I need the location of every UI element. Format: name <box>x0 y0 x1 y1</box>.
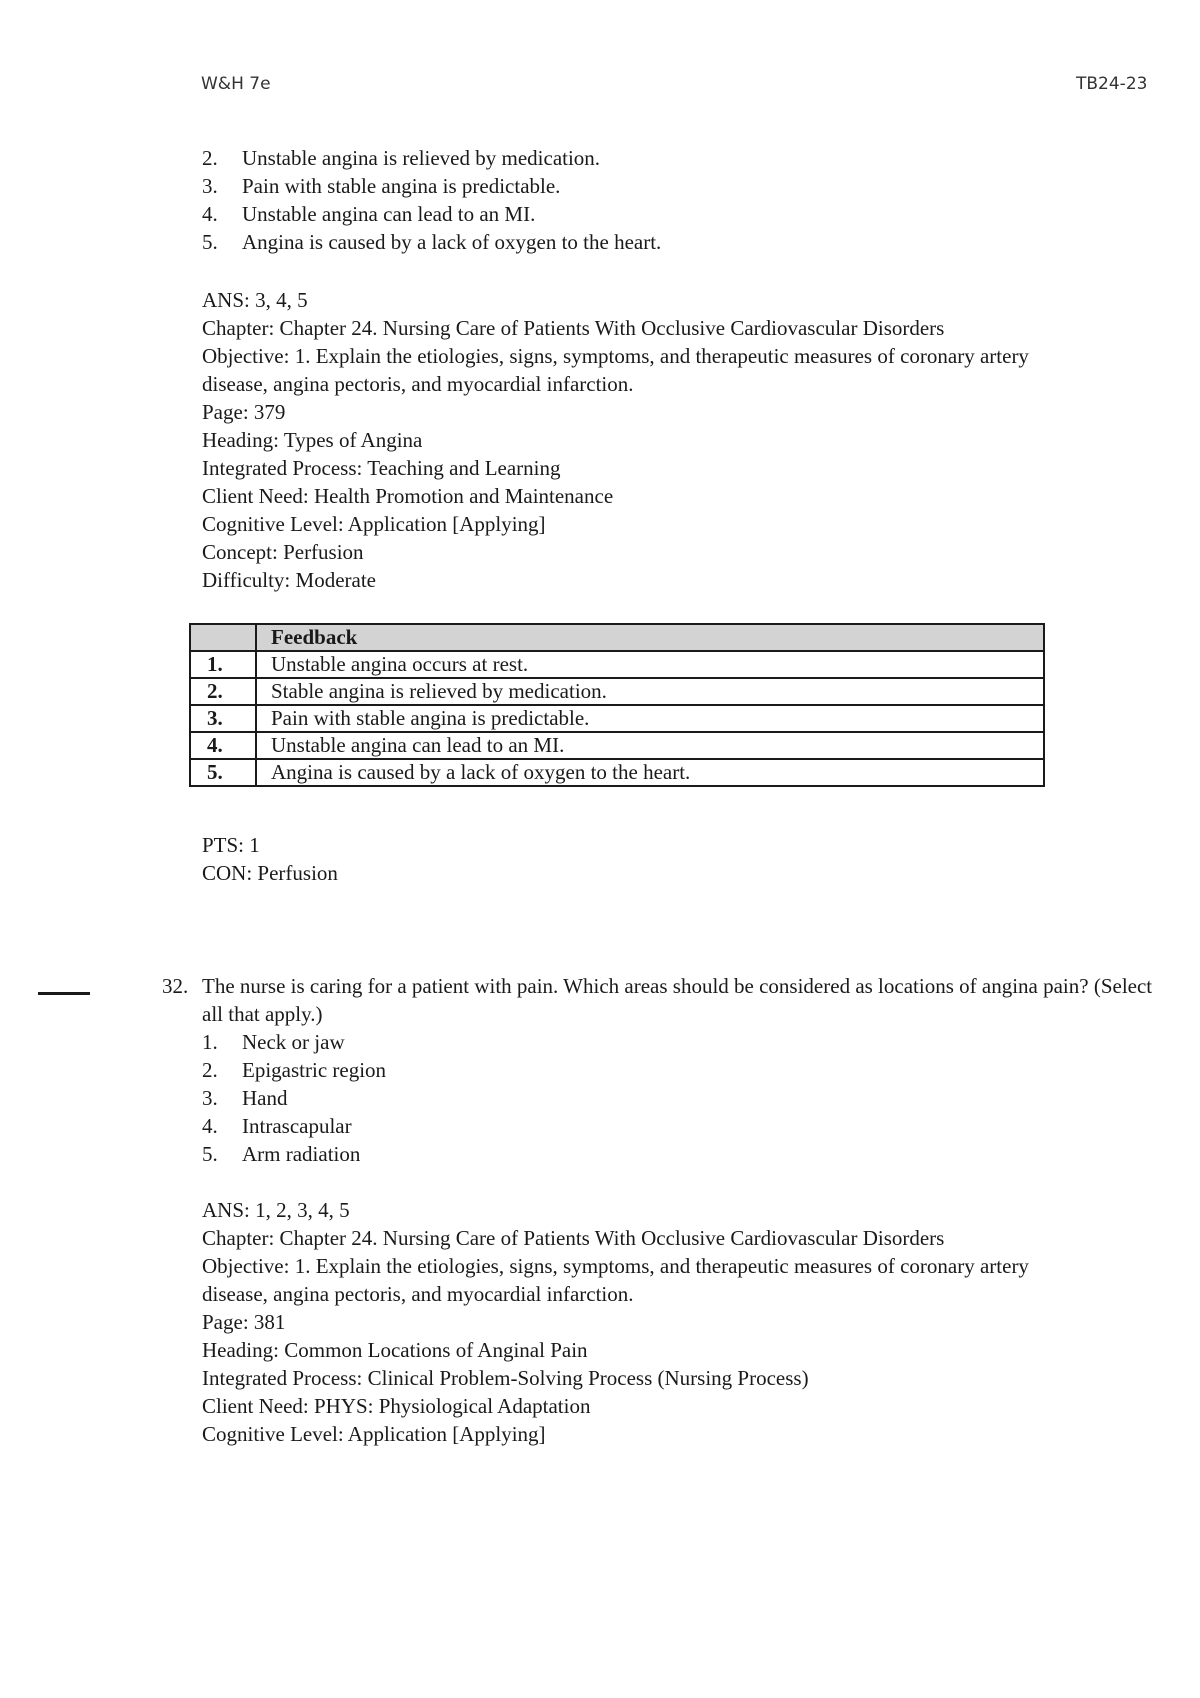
q31-page: Page: 379 <box>202 400 286 424</box>
feedback-table-header: Feedback <box>256 624 1044 651</box>
q31-integrated-process: Integrated Process: Teaching and Learning <box>202 456 561 480</box>
feedback-row-text: Pain with stable angina is predictable. <box>256 705 1044 732</box>
table-row <box>190 705 1044 732</box>
q32-stem: The nurse is caring for a patient with pain. Which areas should be considered as locations of angina pain? (Select all that apply.) <box>202 974 1153 1026</box>
q31-option-number: 5. <box>202 230 218 254</box>
q32-integrated-process: Integrated Process: Clinical Problem-Solving Process (Nursing Process) <box>202 1366 809 1390</box>
q32-option-text: Hand <box>242 1086 288 1110</box>
feedback-row-number: 4. <box>190 732 256 759</box>
feedback-row-text: Angina is caused by a lack of oxygen to the heart. <box>256 759 1044 786</box>
q31-points: PTS: 1 <box>202 833 260 857</box>
q31-difficulty: Difficulty: Moderate <box>202 568 376 592</box>
feedback-table <box>189 623 1045 787</box>
q32-chapter: Chapter: Chapter 24. Nursing Care of Patients With Occlusive Cardiovascular Disorders <box>202 1226 945 1250</box>
feedback-row-number: 1. <box>190 651 256 678</box>
q32-option-number: 5. <box>202 1142 218 1166</box>
q31-concept: Concept: Perfusion <box>202 540 364 564</box>
q31-objective-line-2: disease, angina pectoris, and myocardial infarction. <box>202 372 634 396</box>
q32-objective-line-2: disease, angina pectoris, and myocardial infarction. <box>202 1282 634 1306</box>
q32-option-number: 3. <box>202 1086 218 1110</box>
answer-blank-line <box>38 992 90 995</box>
q31-option-text: Unstable angina is relieved by medication. <box>242 146 601 170</box>
q32-option-number: 4. <box>202 1114 218 1138</box>
q32-option-number: 2. <box>202 1058 218 1082</box>
q31-cognitive-level: Cognitive Level: Application [Applying] <box>202 512 546 536</box>
q32-answer: ANS: 1, 2, 3, 4, 5 <box>202 1198 350 1222</box>
q31-answer: ANS: 3, 4, 5 <box>202 288 308 312</box>
q32-page: Page: 381 <box>202 1310 286 1334</box>
q31-option-number: 3. <box>202 174 218 198</box>
feedback-row-number: 5. <box>190 759 256 786</box>
q31-heading: Heading: Types of Angina <box>202 428 423 452</box>
q32-option-text: Arm radiation <box>242 1142 361 1166</box>
q32-option-text: Neck or jaw <box>242 1030 345 1054</box>
feedback-table-header-row <box>190 624 1044 651</box>
q32-option-number: 1. <box>202 1030 218 1054</box>
table-row <box>190 732 1044 759</box>
q32-number: 32. <box>162 974 189 998</box>
feedback-row-text: Unstable angina can lead to an MI. <box>256 732 1044 759</box>
q32-objective-line-1: Objective: 1. Explain the etiologies, signs, symptoms, and therapeutic measures of coronary artery <box>202 1254 1029 1278</box>
table-row <box>190 678 1044 705</box>
page-header-right: TB24-23 <box>1076 74 1148 94</box>
feedback-row-text: Stable angina is relieved by medication. <box>256 678 1044 705</box>
q31-option-text: Unstable angina can lead to an MI. <box>242 202 536 226</box>
q31-concept-footer: CON: Perfusion <box>202 861 338 885</box>
feedback-table-corner-cell <box>190 624 256 651</box>
q32-client-need: Client Need: PHYS: Physiological Adaptation <box>202 1394 591 1418</box>
feedback-row-number: 3. <box>190 705 256 732</box>
q32-heading: Heading: Common Locations of Anginal Pain <box>202 1338 588 1362</box>
q31-option-text: Pain with stable angina is predictable. <box>242 174 561 198</box>
q32-option-text: Epigastric region <box>242 1058 387 1082</box>
page-header-left: W&H 7e <box>201 74 271 94</box>
q31-chapter: Chapter: Chapter 24. Nursing Care of Patients With Occlusive Cardiovascular Disorders <box>202 316 945 340</box>
table-row <box>190 651 1044 678</box>
q31-objective-line-1: Objective: 1. Explain the etiologies, signs, symptoms, and therapeutic measures of coronary artery <box>202 344 1029 368</box>
q31-client-need: Client Need: Health Promotion and Maintenance <box>202 484 614 508</box>
table-row <box>190 759 1044 786</box>
feedback-row-text: Unstable angina occurs at rest. <box>256 651 1044 678</box>
q32-option-text: Intrascapular <box>242 1114 352 1138</box>
feedback-row-number: 2. <box>190 678 256 705</box>
q31-option-number: 4. <box>202 202 218 226</box>
q31-option-text: Angina is caused by a lack of oxygen to the heart. <box>242 230 662 254</box>
q32-cognitive-level: Cognitive Level: Application [Applying] <box>202 1422 546 1446</box>
q31-option-number: 2. <box>202 146 218 170</box>
